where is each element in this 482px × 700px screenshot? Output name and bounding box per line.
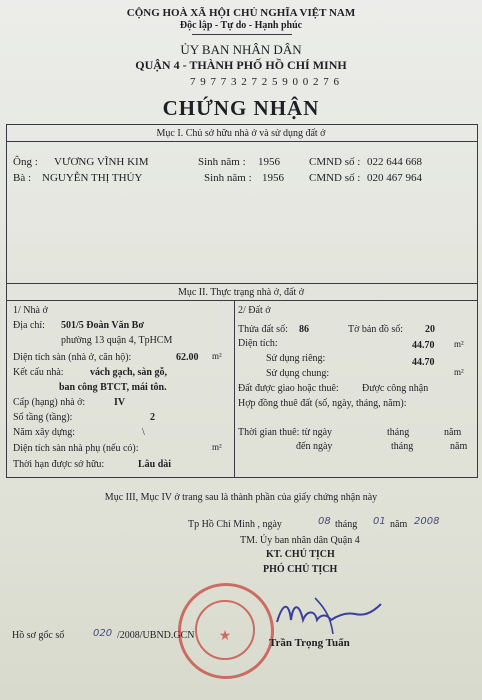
signing-day: 08 <box>318 516 331 527</box>
house-area-label: Diện tích sàn (nhà ở, căn hộ): <box>13 352 132 363</box>
section2-top-divider <box>6 283 478 284</box>
section2-heading: Mục II. Thực trạng nhà ở, đất ở <box>177 287 305 298</box>
land-lease-end-month: tháng <box>391 441 414 452</box>
house-address-line1: 501/5 Đoàn Văn Bơ <box>61 320 144 331</box>
record-label: Hồ sơ gốc số <box>12 630 65 641</box>
land-allocated-label: Đất được giao hoặc thuê: <box>238 383 339 394</box>
owner2-birth-label: Sinh năm : <box>204 172 252 184</box>
owner1-name: VƯƠNG VĨNH KIM <box>54 156 149 168</box>
house-sub-area-unit: m² <box>212 442 222 452</box>
owner2-birth-year: 1956 <box>262 172 284 184</box>
land-area-label: Diện tích: <box>238 338 278 349</box>
house-term-label: Thời hạn được sở hữu: <box>13 459 105 470</box>
signing-kt: KT. CHỦ TỊCH <box>266 549 335 560</box>
owner2-role: Bà : <box>13 172 32 184</box>
house-floors-label: Số tầng (tầng): <box>13 412 73 423</box>
signature <box>275 592 385 636</box>
signing-on-behalf: TM. Ủy ban nhân dân Quận 4 <box>240 535 360 546</box>
section2-column-line <box>234 300 235 477</box>
house-title: 1/ Nhà ở <box>13 305 48 316</box>
section2-frame-left <box>6 300 7 477</box>
section2-frame-right <box>477 300 478 477</box>
owner1-id-label: CMND số : <box>309 156 361 168</box>
owner2-id-number: 020 467 964 <box>367 172 422 184</box>
seal-star-icon: ★ <box>218 629 232 644</box>
owner2-name: NGUYỄN THỊ THỦY <box>42 172 143 184</box>
land-allocated-value: Được công nhận <box>362 383 429 394</box>
land-area-unit: m² <box>454 339 464 349</box>
land-lease-term-month: tháng <box>387 427 410 438</box>
land-lease-end-year: năm <box>450 441 468 452</box>
land-lease-label: Hợp đồng thuê đất (số, ngày, tháng, năm): <box>238 398 407 409</box>
house-structure-line1: vách gạch, sàn gỗ, <box>90 367 167 378</box>
land-plot-label: Thửa đất số: <box>238 324 288 335</box>
land-lease-term-year: năm <box>444 427 462 438</box>
section2-bottom <box>6 477 478 478</box>
signing-month-label: tháng <box>335 519 358 530</box>
certificate-title: CHỨNG NHẬN <box>162 96 320 120</box>
signing-year-label: năm <box>390 519 408 530</box>
motto: Độc lập - Tự do - Hạnh phúc <box>179 20 303 31</box>
section1-divider <box>6 141 478 142</box>
land-area-value: 44.70 <box>412 340 435 351</box>
committee-heading: ỦY BAN NHÂN DÂN <box>180 42 302 57</box>
land-private-value: 44.70 <box>412 357 435 368</box>
owner1-birth-label: Sinh năm : <box>198 156 246 168</box>
land-shared-label: Sử dụng chung: <box>266 368 330 379</box>
house-address-line2: phường 13 quận 4, TpHCM <box>61 335 173 346</box>
frame-top <box>6 124 478 125</box>
land-title: 2/ Đất ở <box>238 305 271 316</box>
land-lease-end-label: đến ngày <box>296 441 333 452</box>
owner1-role: Ông : <box>13 156 38 168</box>
republic-heading: CỘNG HOÀ XÃ HỘI CHỦ NGHĨA VIỆT NAM <box>126 7 356 19</box>
house-structure-line2: ban công BTCT, mái tôn. <box>59 382 167 393</box>
seal-inner-ring <box>195 600 255 660</box>
land-shared-unit: m² <box>454 367 464 377</box>
house-structure-label: Kết cấu nhà: <box>13 367 64 378</box>
house-area-value: 62.00 <box>176 352 199 363</box>
signing-month: 01 <box>373 516 386 527</box>
land-lease-term-label: Thời gian thuê: từ ngày <box>238 427 333 438</box>
house-grade-label: Cấp (hạng) nhà ở: <box>13 397 86 408</box>
signing-position: PHÓ CHỦ TỊCH <box>263 564 338 575</box>
section3-note: Mục III, Mục IV ở trang sau là thành phần của giấy chứng nhận này <box>104 492 378 503</box>
motto-underline <box>192 34 292 35</box>
section2-divider <box>6 300 478 301</box>
record-number: 020 <box>93 628 113 639</box>
signing-year: 2008 <box>414 516 440 527</box>
land-private-label: Sử dụng riêng: <box>266 353 326 364</box>
house-year-label: Năm xây dựng: <box>13 427 76 438</box>
house-area-unit: m² <box>212 351 222 361</box>
owner1-id-number: 022 644 668 <box>367 156 422 168</box>
house-term-value: Lâu dài <box>138 459 172 470</box>
serial-number: 7 9 7 7 3 2 7 2 5 9 0 0 2 7 6 <box>190 76 340 88</box>
signer-name: Trần Trọng Tuấn <box>269 637 350 649</box>
land-map-label: Tờ bản đồ số: <box>348 324 404 335</box>
house-year-value: \ <box>142 427 145 438</box>
land-plot-value: 86 <box>299 324 309 335</box>
signing-place-label: Tp Hồ Chí Minh , ngày <box>188 519 282 530</box>
record-suffix: /2008/UBND.GCN <box>117 630 195 641</box>
section1-heading: Mục I. Chủ sở hữu nhà ở và sử dụng đất ở <box>156 128 326 139</box>
owner2-id-label: CMND số : <box>309 172 361 184</box>
house-grade-value: IV <box>114 397 126 408</box>
owner1-birth-year: 1956 <box>258 156 280 168</box>
house-address-label: Địa chỉ: <box>13 320 45 331</box>
house-floors-value: 2 <box>150 412 155 423</box>
land-map-value: 20 <box>425 324 435 335</box>
district-heading: QUẬN 4 - THÀNH PHỐ HỒ CHÍ MINH <box>135 58 347 72</box>
house-sub-area-label: Diện tích sàn nhà phụ (nếu có): <box>13 443 139 454</box>
